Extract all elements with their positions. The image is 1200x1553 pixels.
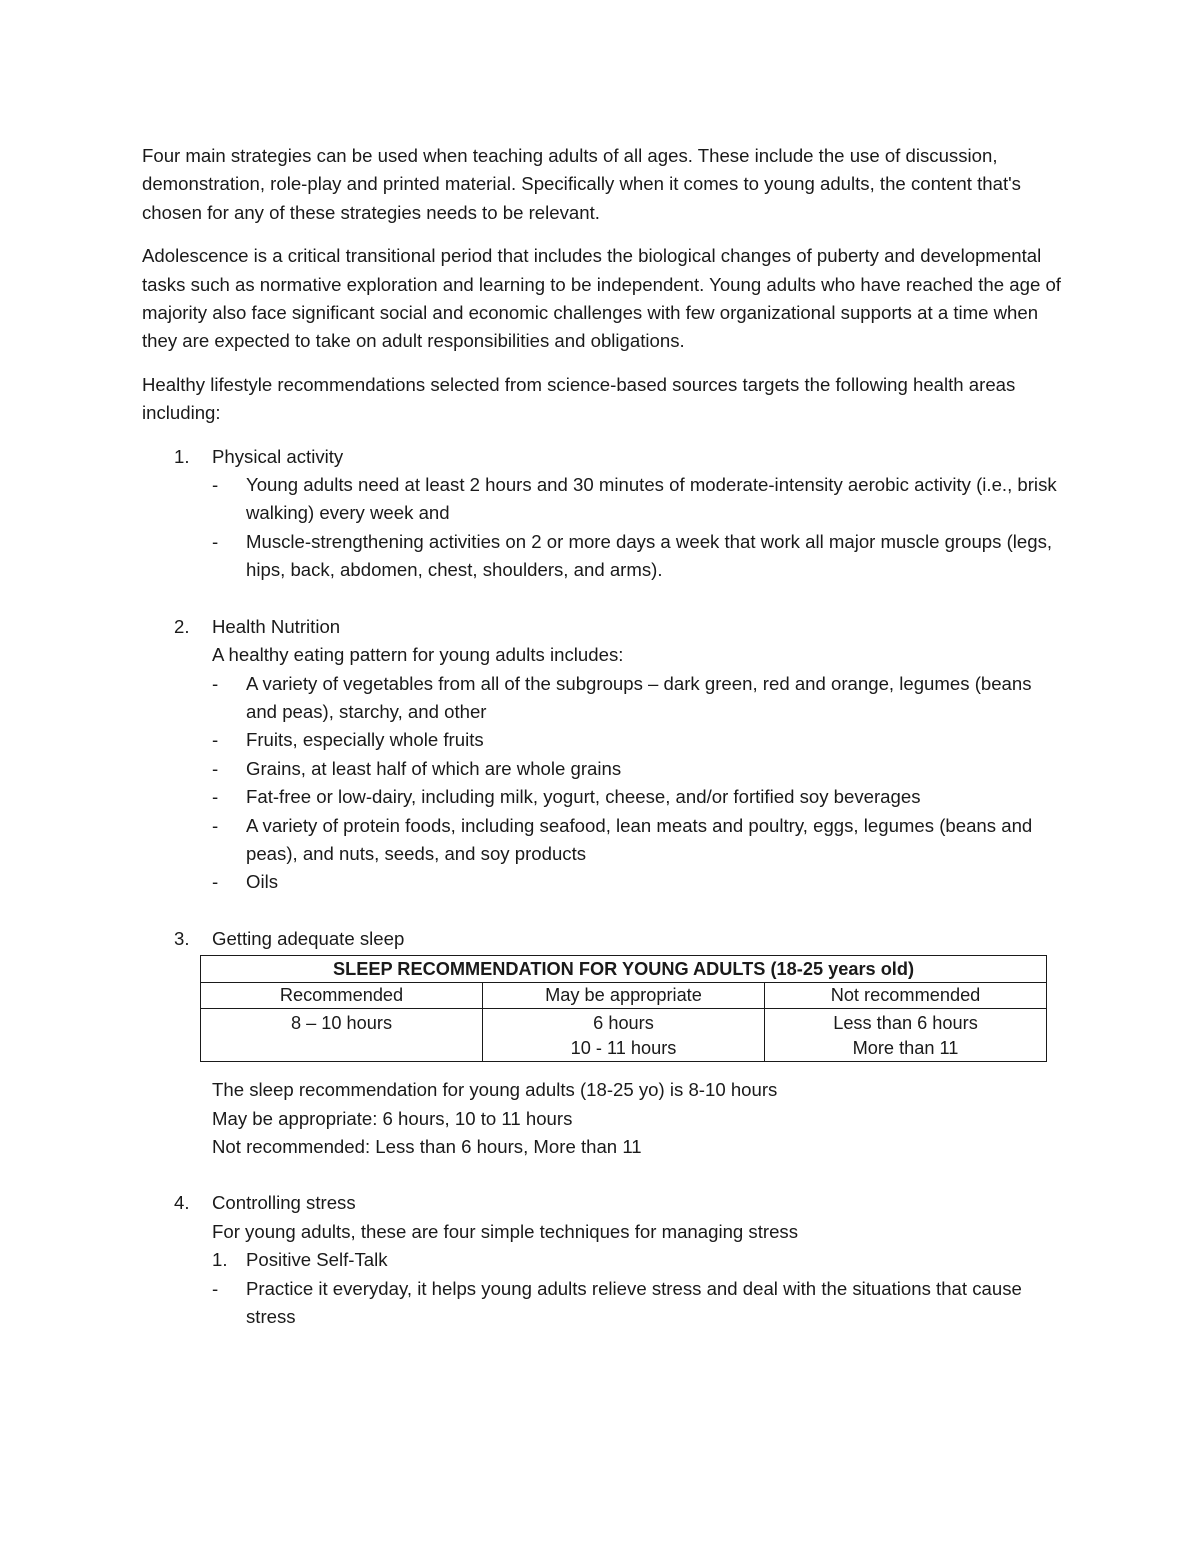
list-item-title: Health Nutrition: [212, 615, 341, 637]
dash-marker: -: [212, 729, 219, 751]
table-cell-may-be-appropriate: 6 hours 10 - 11 hours: [483, 1009, 765, 1062]
list-item-sleep: [142, 925, 1062, 1162]
paragraph-adolescence: Adolescence is a critical transitional period that includes the biological changes of puberty and developmental tasks such as normative exploration and learning to be independent. Young adults who have reached the age of majority also face significant social and economic challenges with few organizational supports at a time when they are expected to take on adult responsibilities and obligations.: [142, 245, 1061, 352]
spacer: [142, 1161, 1062, 1189]
bullet-item: - Oils: [212, 868, 1062, 896]
list-item-controlling-stress: [142, 1189, 1062, 1331]
bullet-item: - A variety of protein foods, including seafood, lean meats and poultry, eggs, legumes (beans and peas), and nuts, seeds, and soy products: [212, 812, 1062, 869]
sleep-note: Not recommended: Less than 6 hours, More than 11: [212, 1135, 642, 1157]
table-header-recommended: Recommended: [201, 983, 483, 1009]
list-item-title: Controlling stress: [212, 1192, 356, 1214]
sleep-note: The sleep recommendation for young adults (18-25 yo) is 8-10 hours: [212, 1079, 778, 1101]
dash-marker: -: [212, 530, 219, 552]
spacer: [142, 585, 1062, 613]
list-item-title: Physical activity: [212, 445, 344, 467]
table-title: SLEEP RECOMMENDATION FOR YOUNG ADULTS (18-25 years old): [201, 956, 1047, 983]
table-cell-not-recommended: Less than 6 hours More than 11: [765, 1009, 1047, 1062]
dash-marker: -: [212, 474, 219, 496]
list-number: 4.: [174, 1192, 190, 1214]
document-page: [142, 142, 1062, 1331]
dash-marker: -: [212, 1277, 219, 1299]
table-cell-recommended: 8 – 10 hours: [201, 1009, 483, 1062]
paragraph-healthy-lifestyle: Healthy lifestyle recommendations selected from science-based sources targets the following health areas including:: [142, 373, 1016, 424]
list-number: 1.: [174, 445, 190, 467]
list-item-health-nutrition: [142, 613, 1062, 897]
list-item-intro: For young adults, these are four simple techniques for managing stress: [212, 1220, 799, 1242]
sleep-note: May be appropriate: 6 hours, 10 to 11 hours: [212, 1107, 573, 1129]
bullet-item: - Muscle-strengthening activities on 2 or more days a week that work all major muscle groups (legs, hips, back, abdomen, chest, shoulders, and arms).: [212, 528, 1062, 585]
table-header-may-be-appropriate: May be appropriate: [483, 983, 765, 1009]
bullet-item: - Grains, at least half of which are whole grains: [212, 755, 1062, 783]
dash-marker: -: [212, 757, 219, 779]
dash-marker: -: [212, 814, 219, 836]
dash-marker: -: [212, 786, 219, 808]
table-header-not-recommended: Not recommended: [765, 983, 1047, 1009]
list-item-physical-activity: [142, 443, 1062, 585]
bullet-item: - Fruits, especially whole fruits: [212, 726, 1062, 754]
sub-list-title: Positive Self-Talk: [246, 1249, 388, 1271]
dash-marker: -: [212, 672, 219, 694]
bullet-item: - A variety of vegetables from all of the subgroups – dark green, red and orange, legumes (beans and peas), starchy, and other: [212, 670, 1062, 727]
bullet-item: - Practice it everyday, it helps young adults relieve stress and deal with the situations that cause stress: [212, 1275, 1062, 1332]
sub-list-item: [212, 1246, 1062, 1274]
list-number: 3.: [174, 927, 190, 949]
bullet-list: [212, 670, 1062, 897]
list-item-intro: A healthy eating pattern for young adults includes:: [212, 644, 624, 666]
bullet-item: - Young adults need at least 2 hours and 30 minutes of moderate-intensity aerobic activity (i.e., brisk walking) every week and: [212, 471, 1062, 528]
sub-list-number: 1.: [212, 1249, 228, 1271]
bullet-item: - Fat-free or low-dairy, including milk, yogurt, cheese, and/or fortified soy beverages: [212, 783, 1062, 811]
list-item-title: Getting adequate sleep: [212, 927, 405, 949]
sleep-recommendation-table: [200, 955, 1047, 1062]
bullet-list: [212, 1275, 1062, 1332]
dash-marker: -: [212, 871, 219, 893]
health-areas-list: [142, 443, 1062, 1332]
paragraph-teaching-strategies: Four main strategies can be used when teaching adults of all ages. These include the use of discussion, demonstration, role-play and printed material. Specifically when it comes to young adults, the content that's chosen for any of these strategies needs to be relevant.: [142, 145, 1021, 223]
spacer: [142, 897, 1062, 925]
list-number: 2.: [174, 615, 190, 637]
bullet-list: [212, 471, 1062, 585]
